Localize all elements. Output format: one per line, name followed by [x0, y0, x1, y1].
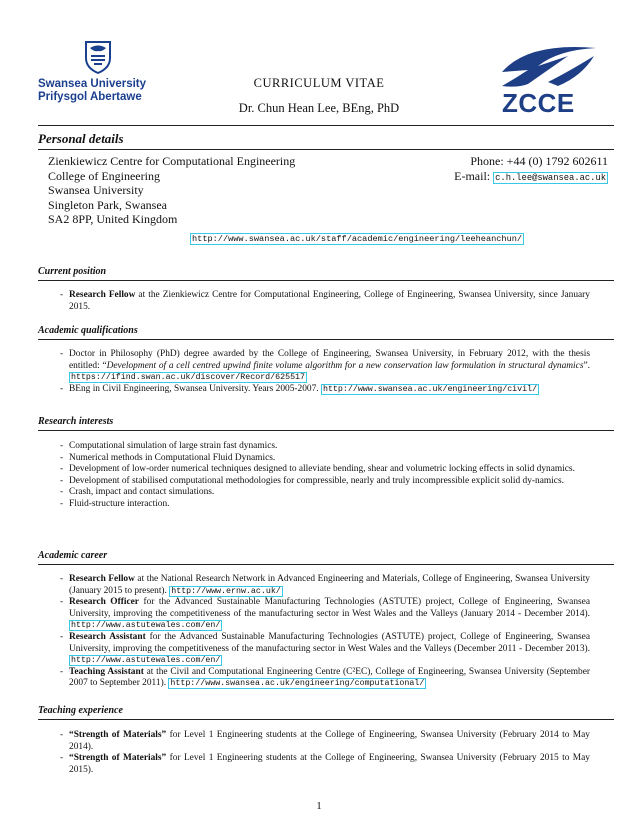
- address-block: [48, 154, 295, 227]
- divider: [38, 339, 614, 340]
- address-line: Swansea University: [48, 183, 144, 198]
- course-description: for Level 1 Engineering students at the College of Engineering, Swansea University (February 2014 to May 2014).: [69, 730, 590, 752]
- divider: [38, 125, 614, 126]
- career-list: [60, 574, 590, 690]
- address-line: College of Engineering: [48, 168, 160, 183]
- zcce-logo-text: ZCCE: [502, 88, 575, 118]
- document-title: CURRICULUM VITAE: [253, 76, 385, 90]
- list-item: - Development of low-order numerical techniques designed to alleviate bending, shear and volumetric locking effects in solid dynamics.: [60, 464, 590, 476]
- course-title: “Strength of Materials”: [69, 753, 167, 764]
- qualification-text: BEng in Civil Engineering, Swansea University. Years 2005-2007.: [69, 383, 321, 394]
- section-heading-research: Research interests: [38, 416, 114, 427]
- list-item: [60, 753, 590, 776]
- address-line: Singleton Park, Swansea: [48, 197, 167, 212]
- section-heading-current-position: Current position: [38, 266, 107, 277]
- list-item: - Development of stabilised computational methodologies for compressible, nearly and truly incompressible explicit solid dy-namics.: [60, 476, 590, 488]
- author-name: Dr. Chun Hean Lee, BEng, PhD: [238, 101, 400, 115]
- teaching-list: [60, 730, 590, 776]
- position-description: at the Zienkiewicz Centre for Computational Engineering, College of Engineering, Swansea University, since January 2015.: [69, 290, 590, 312]
- thesis-title: Development of a cell centred upwind finite volume algorithm for a new conservation law formulation in structural dynamics: [106, 360, 584, 371]
- list-item: [60, 730, 590, 753]
- list-item: [60, 349, 590, 384]
- university-name-welsh: Prifysgol Abertawe: [38, 91, 142, 103]
- role-description: at the Civil and Computational Engineering Centre (C²EC), College of Engineering, Swansea University (September 2007 to September 2011).: [69, 666, 590, 689]
- role-link[interactable]: http://www.astutewales.com/en/: [71, 621, 221, 631]
- website-row: [190, 233, 524, 244]
- list-item: [60, 574, 590, 597]
- university-name-english: Swansea University: [38, 78, 147, 90]
- list-item: [60, 597, 590, 632]
- qualification-text: Doctor in Philosophy (PhD) degree awarded by the College of Engineering, Swansea University, in February 2012, with the thesis entitled: “: [69, 349, 590, 371]
- section-heading-teaching: Teaching experience: [38, 705, 123, 716]
- role-link[interactable]: http://www.astutewales.com/en/: [71, 656, 221, 666]
- position-title: Research Fellow: [69, 290, 136, 300]
- qualifications-list: [60, 349, 590, 395]
- civil-engineering-link[interactable]: http://www.swansea.ac.uk/engineering/civil/: [322, 384, 538, 394]
- university-crest-icon: [82, 40, 114, 74]
- section-heading-personal: Personal details: [38, 131, 124, 146]
- page-number: 1: [316, 800, 322, 812]
- list-item: [60, 384, 590, 396]
- role-title: Research Assistant: [69, 631, 146, 642]
- divider: [38, 564, 614, 565]
- list-item: [60, 290, 590, 313]
- role-description: for the Advanced Sustainable Manufacturing Technologies (ASTUTE) project, College of Engineering, Swansea University, improving the competitiveness of the manufacturing sector in West Wales and the Valleys (December 2011 - December 2013).: [69, 631, 590, 654]
- list-item: - Fluid-structure interaction.: [60, 499, 590, 511]
- website-link[interactable]: http://www.swansea.ac.uk/staff/academic/engineering/leeheanchun/: [192, 234, 523, 244]
- list-item: - Computational simulation of large strain fast dynamics.: [60, 441, 590, 453]
- email-row: [454, 169, 608, 186]
- role-link[interactable]: http://www.ernw.ac.uk/: [171, 586, 281, 596]
- address-line: SA2 8PP, United Kingdom: [48, 212, 178, 227]
- research-list: [60, 441, 590, 511]
- list-item: [60, 632, 590, 667]
- divider: [38, 149, 614, 150]
- thesis-link[interactable]: https://ifind.swan.ac.uk/discover/Record/625517: [71, 373, 306, 383]
- role-description: for the Advanced Sustainable Manufacturing Technologies (ASTUTE) project, College of Engineering, Swansea University, improving the competitiveness of the manufacturing sector in West Wales and the Valleys (January 2014 - December 2014).: [69, 597, 591, 619]
- role-title: Research Fellow: [69, 574, 135, 584]
- contact-block: [454, 154, 608, 185]
- role-link[interactable]: http://www.swansea.ac.uk/engineering/computational/: [170, 679, 425, 689]
- course-title: “Strength of Materials”: [69, 730, 167, 740]
- email-link[interactable]: c.h.lee@swansea.ac.uk: [495, 172, 606, 183]
- section-heading-career: Academic career: [38, 550, 108, 561]
- quote-close: ”.: [583, 360, 590, 371]
- list-item: [60, 667, 590, 690]
- phone-number: Phone: +44 (0) 1792 602611: [470, 154, 608, 168]
- list-item: - Crash, impact and contact simulations.: [60, 487, 590, 499]
- section-heading-qualifications: Academic qualifications: [38, 325, 138, 336]
- course-description: for Level 1 Engineering students at the College of Engineering, Swansea University (February 2015 to May 2015).: [69, 753, 590, 775]
- address-line: Zienkiewicz Centre for Computational Engineering: [48, 154, 296, 168]
- divider: [38, 280, 614, 281]
- divider: [38, 430, 614, 431]
- list-item: - Numerical methods in Computational Fluid Dynamics.: [60, 453, 590, 465]
- role-title: Teaching Assistant: [69, 666, 144, 677]
- role-description: at the National Research Network in Advanced Engineering and Materials, College of Engineering, Swansea University (January 2015 to present).: [69, 574, 590, 596]
- divider: [38, 719, 614, 720]
- email-label: E-mail:: [454, 168, 491, 183]
- current-position-list: [60, 290, 590, 313]
- role-title: Research Officer: [69, 597, 139, 608]
